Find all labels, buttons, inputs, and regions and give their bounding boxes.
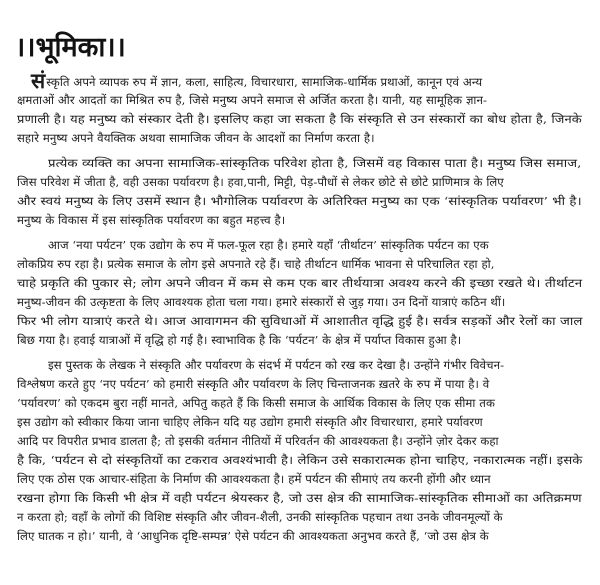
paragraph-line: ‘पर्यावरण’ को एकदम बुरा नहीं मानते, अपितु कहते हैं कि किसी समाज के आर्थिक विकास के लिए एक सीमा तक: [17, 396, 495, 410]
paragraph-line: इस पुस्तक के लेखक ने संस्कृति और पर्यावरण के संदर्भ में पर्यटन को रख कर देखा है। उन्होंने गंभीर विवेचन-: [48, 358, 505, 372]
paragraph-line: रखना होगा कि किसी भी क्षेत्र में वही पर्यटन श्रेयस्कर है, जो उस क्षेत्र की सामाजिक-सांस्कृतिक सीमाओं का अतिक्रमण: [17, 491, 582, 505]
paragraph-line: लिए एक ठोस एक आचार-संहिता के निर्माण की आवश्यकता है। हमें पर्यटन की सीमाएं तय करनी होंगी और ध्यान: [17, 472, 491, 486]
paragraph-line: क्षमताओं और आदतों का मिश्रित रुप है, जिसे मनुष्य अपने समाज से अर्जित करता है। यानी, यह सामूहिक ज्ञान-: [17, 93, 488, 107]
paragraph-line: न करता हो; वहाँ के लोगों की विशिष्ट संस्कृति और जीवन-शैली, उनकी सांस्कृतिक पहचान तथा उनके जीवनमूल्यों के: [17, 510, 503, 524]
paragraph-line: जिस परिवेश में जीता है, वही उसका पर्यावरण है। हवा,पानी, मिट्टी, पेड़-पौधों से लेकर छोटे से छोटे प्राणिमात्र के लिए: [17, 175, 504, 189]
paragraph-line: सहारे मनुष्य अपने वैयक्तिक अथवा सामाजिक जीवन के आदशों का निर्माण करता है।: [17, 131, 375, 145]
paragraph-line: विश्लेषण करते हुए ‘नए पर्यटन’ को हमारी संस्कृति और पर्यावरण के लिए चिन्ताजनक ख़तरे के रुप में पाया है। वे: [17, 377, 490, 391]
paragraph-line: संस्कृति अपने व्यापक रुप में ज्ञान, कला, साहित्य, विचारधारा, सामाजिक-धार्मिक प्रथाओं, कानून एवं अन्य: [31, 69, 483, 93]
paragraph-line: है कि, ‘पर्यटन से दो संस्कृतियों का टकराव अवश्यंभावी है। लेकिन उसे सकारात्मक होना चाहिए, नकारात्मक नहीं। इसके: [17, 453, 583, 467]
paragraph-line: चाहे प्रकृति की पुकार से; लोग अपने जीवन में कम से कम एक बार तीर्थयात्रा अवश्य करने की इच्छा रखते थे। तीर्थाटन: [17, 276, 583, 290]
paragraph-line: प्रत्येक व्यक्ति का अपना सामाजिक-सांस्कृतिक परिवेश होता है, जिसमें वह विकास पाता है। मनुष्य जिस समाज,: [48, 156, 582, 170]
paragraph-line: और स्वयं मनुष्य के लिए उसमें स्थान है। भौगोलिक पर्यावरण के अतिरिक्त मनुष्य का एक ‘सांस्कृतिक पर्यावरण’ भी है।: [17, 194, 582, 208]
drop-cap: सं: [31, 69, 46, 93]
paragraph-line: आज ‘नया पर्यटन’ एक उद्योग के रुप में फल-फूल रहा है। हमारे यहाँ ‘तीर्थाटन’ सांस्कृतिक पर्यटन का एक: [48, 238, 489, 252]
paragraph-line: लोकप्रिय रुप रहा है। प्रत्येक समाज के लोग इसे अपनाते रहे हैं। चाहे तीर्थाटन धार्मिक भावना से परिचालित रहा हो,: [17, 257, 495, 271]
paragraph-line: आदि पर विपरीत प्रभाव डालता है; तो इसकी वर्तमान नीतियों में परिवर्तन की आवश्यकता है। उन्होंने ज़ोर देकर कहा: [17, 434, 499, 448]
paragraph-line: लिए घातक न हो।’ यानी, वे ‘आधुनिक दृष्टि-सम्पन्न’ ऐसे पर्यटन की आवश्यकता अनुभव करते हैं, ‘जो उस क्षेत्र के: [17, 529, 489, 543]
paragraph-line: प्रणाली है। यह मनुष्य को संस्कार देती है। इसलिए कहा जा सकता है कि संस्कृति से उन संस्कारों का बोध होता है, जिनके: [17, 112, 582, 126]
page-title: ।।भूमिका।।: [15, 32, 126, 63]
paragraph-line: फिर भी लोग यात्राएं करते थे। आज आवागमन की सुविधाओं में आशातीत वृद्धि हुई है। सर्वत्र सड़कों और रेलों का जाल: [17, 314, 583, 328]
paragraph-line: मनुष्य-जीवन की उत्कृष्टता के लिए आवश्यक होता चला गया। हमारे संस्कारों से जुड़ गया। उन दिनों यात्राएं कठिन थीं।: [17, 295, 506, 309]
paragraph-line: इस उद्योग को स्वीकार किया जाना चाहिए लेकिन यदि यह उद्योग हमारी संस्कृति और विचारधारा, हमारे पर्यावरण: [17, 415, 483, 429]
paragraph-line: मनुष्य के विकास में इस सांस्कृतिक पर्यावरण का बहुत महत्त्व है।: [17, 213, 286, 227]
paragraph-line: बिछ गया है। हवाई यात्राओं में वृद्धि हो गई है। स्वाभाविक है कि ‘पर्यटन’ के क्षेत्र में पर्याप्त विकास हुआ है।: [17, 333, 462, 347]
